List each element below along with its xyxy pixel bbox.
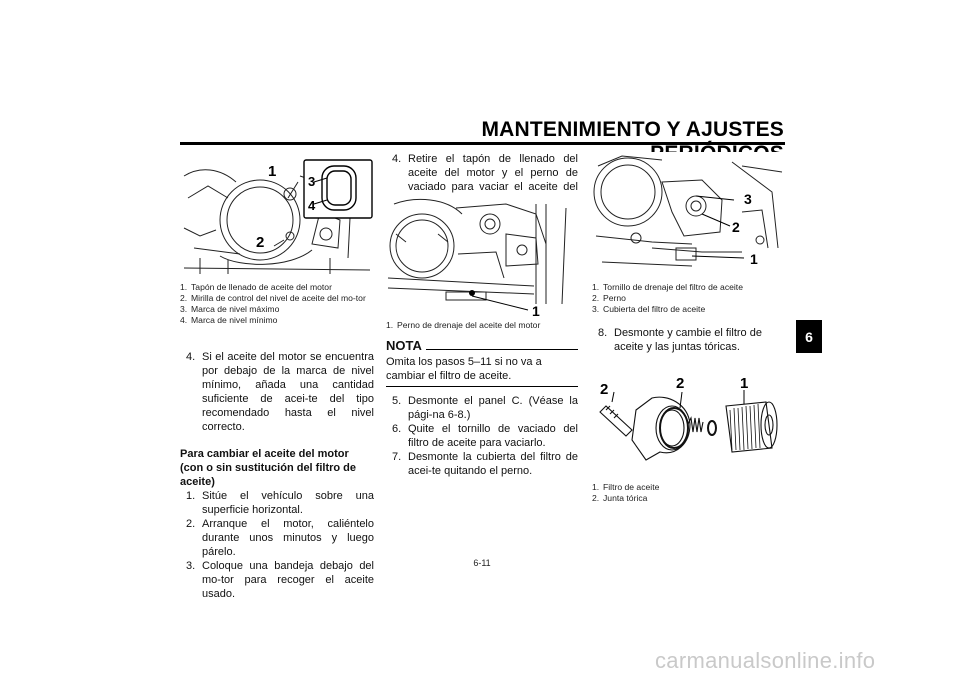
step-item: 4. Retire el tapón de llenado del aceite del motor y el perno de vaciado para vaciar el aceite del (392, 153, 578, 193)
caption-item: 1. Tornillo de drenaje del filtro de aceite (592, 282, 743, 292)
nota-title: NOTA (386, 338, 422, 353)
callout-3: 3 (308, 174, 316, 189)
callout-2: 2 (732, 219, 740, 235)
figure4-caption (592, 482, 786, 504)
caption-item: 2. Perno (592, 293, 626, 303)
nota-box (386, 339, 578, 387)
chapter-tab: 6 (796, 320, 822, 353)
header-rule (180, 142, 785, 145)
callout-1: 1 (532, 303, 540, 318)
nota-rule (426, 349, 578, 350)
page-title: MANTENIMIENTO Y AJUSTES (481, 118, 784, 141)
step-item: 4. Si el aceite del motor se encuentra por debajo de la marca de nivel mínimo, añada una cantidad suficiente de acei-te del tipo recomendado hasta el nivel correcto. (186, 351, 374, 433)
caption-item: 3. Marca de nivel máximo (180, 304, 280, 314)
caption-item: 1. Filtro de aceite (592, 482, 660, 492)
step-item: 7. Desmonte la cubierta del filtro de acei-te quitando el perno. (392, 451, 578, 477)
caption-item: 1. Perno de drenaje del aceite del motor (386, 320, 541, 330)
figure-filter-drain (592, 152, 786, 278)
step-item: 2. Arranque el motor, caliéntelo durante unos minutos y luego párelo. (186, 518, 374, 558)
step-item: 1. Sitúe el vehículo sobre una superficie horizontal. (186, 490, 374, 516)
figure-oil-level-window (180, 158, 374, 278)
step-item: 8. Desmonte y cambie el filtro de aceite y las juntas tóricas. (598, 327, 762, 353)
callout-1: 1 (268, 163, 277, 180)
column1-text (180, 350, 374, 601)
watermark: carmanualsonline.info (655, 648, 876, 673)
column3-step8 (592, 326, 786, 354)
step-item: 3. Coloque una bandeja debajo del mo-tor para recoger el aceite usado. (186, 560, 374, 600)
page-number: 6-11 (473, 558, 491, 568)
figure1-caption (180, 282, 376, 326)
figure-oil-filter-parts (592, 370, 786, 478)
callout-2: 2 (600, 381, 609, 398)
callout-2: 2 (676, 375, 685, 392)
step-item: 5. Desmonte el panel C. (Véase la pági-na 6-8.) (392, 395, 578, 421)
section-heading: Para cambiar el aceite del motor (con o sin sustitución del filtro de aceite) (180, 448, 357, 488)
step-item: 6. Quite el tornillo de vaciado del filtro de aceite para vaciarlo. (392, 423, 578, 449)
caption-item: 4. Marca de nivel mínimo (180, 315, 278, 325)
nota-header (386, 339, 578, 353)
caption-item: 3. Cubierta del filtro de aceite (592, 304, 706, 314)
figure2-caption (386, 320, 578, 331)
callout-3: 3 (744, 191, 752, 207)
figure3-caption (592, 282, 786, 315)
caption-item: 2. Junta tórica (592, 493, 648, 503)
column2-steps (386, 394, 578, 478)
callout-1: 1 (740, 375, 749, 392)
nota-text: Omita los pasos 5–11 si no va a cambiar el filtro de aceite. (386, 356, 542, 382)
figure-drain-bolt (386, 194, 578, 318)
callout-4: 4 (308, 198, 316, 213)
callout-1: 1 (750, 251, 758, 267)
caption-item: 1. Tapón de llenado de aceite del motor (180, 282, 332, 292)
caption-item: 2. Mirilla de control del nivel de aceite del mo-tor (180, 293, 366, 303)
callout-2: 2 (256, 234, 265, 251)
